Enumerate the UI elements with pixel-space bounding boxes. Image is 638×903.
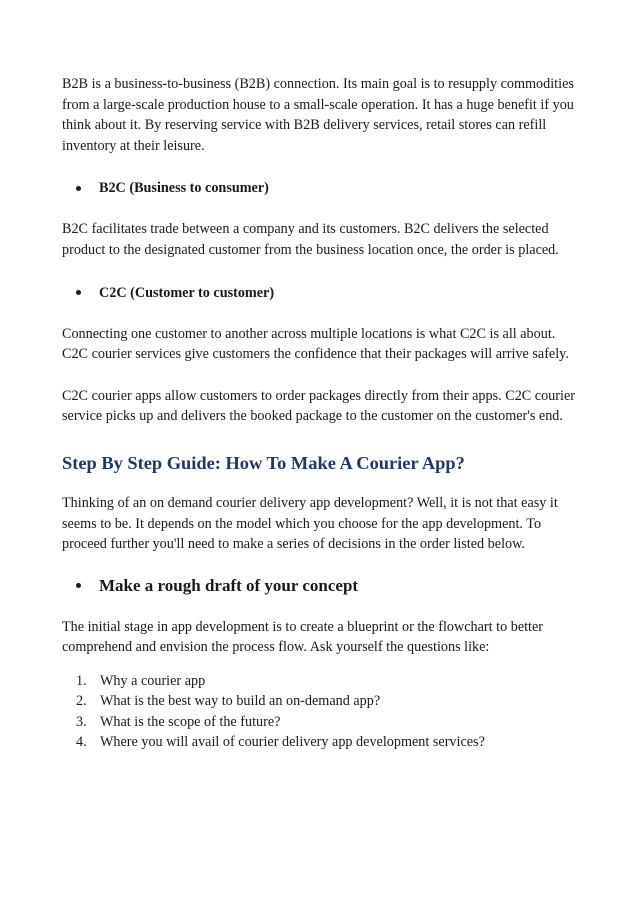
bullet-label-b2c: B2C (Business to consumer) <box>99 180 269 197</box>
bullet-icon <box>76 583 81 588</box>
bullet-label-draft: Make a rough draft of your concept <box>99 575 359 595</box>
paragraph-intro: Thinking of an on demand courier delivery app development? Well, it is not that easy it seems to be. It depends on the model which you choose for the app development. To proceed further you'll need to make a series of decisions in the order listed below. <box>62 494 558 553</box>
paragraph-b2b: B2B is a business-to-business (B2B) connection. Its main goal is to resupply commodities from a large-scale production house to a small-scale operation. It has a huge benefit if you think about it. By reserving service with B2B delivery services, retail stores can refill inventory at their leisure. <box>62 76 574 154</box>
list-number: 3. <box>76 713 87 730</box>
paragraph-c2c-1: Connecting one customer to another across multiple locations is what C2C is all about. C2C courier services give customers the confidence that their packages will arrive safely. <box>62 325 569 363</box>
list-text: What is the best way to build an on-demand app? <box>100 693 381 710</box>
bullet-item-b2c <box>76 178 582 198</box>
list-item <box>76 712 582 733</box>
bullet-icon <box>76 290 81 295</box>
list-text: What is the scope of the future? <box>100 713 281 730</box>
paragraph-draft: The initial stage in app development is to create a blueprint or the flowchart to better comprehend and envision the process flow. Ask yourself the questions like: <box>62 618 544 656</box>
list-item <box>76 691 582 712</box>
list-number: 4. <box>76 734 87 751</box>
bullet-label-c2c: C2C (Customer to customer) <box>99 284 275 301</box>
bullet-icon <box>76 186 81 191</box>
list-number: 2. <box>76 693 87 710</box>
list-number: 1. <box>76 672 87 689</box>
bullet-item-draft <box>76 575 582 597</box>
document-page <box>62 74 582 753</box>
paragraph-b2c: B2C facilitates trade between a company and its customers. B2C delivers the selected product to the designated customer from the business location once, the order is placed. <box>62 221 559 258</box>
list-text: Why a courier app <box>100 672 206 689</box>
question-list <box>62 671 582 753</box>
section-heading: Step By Step Guide: How To Make A Courier App? <box>62 452 465 473</box>
list-item <box>76 671 582 692</box>
list-item <box>76 732 582 753</box>
paragraph-c2c-2: C2C courier apps allow customers to order packages directly from their apps. C2C courier service picks up and delivers the booked package to the customer on the customer's end. <box>62 387 575 425</box>
bullet-item-c2c <box>76 283 582 303</box>
list-text: Where you will avail of courier delivery app development services? <box>100 734 485 751</box>
